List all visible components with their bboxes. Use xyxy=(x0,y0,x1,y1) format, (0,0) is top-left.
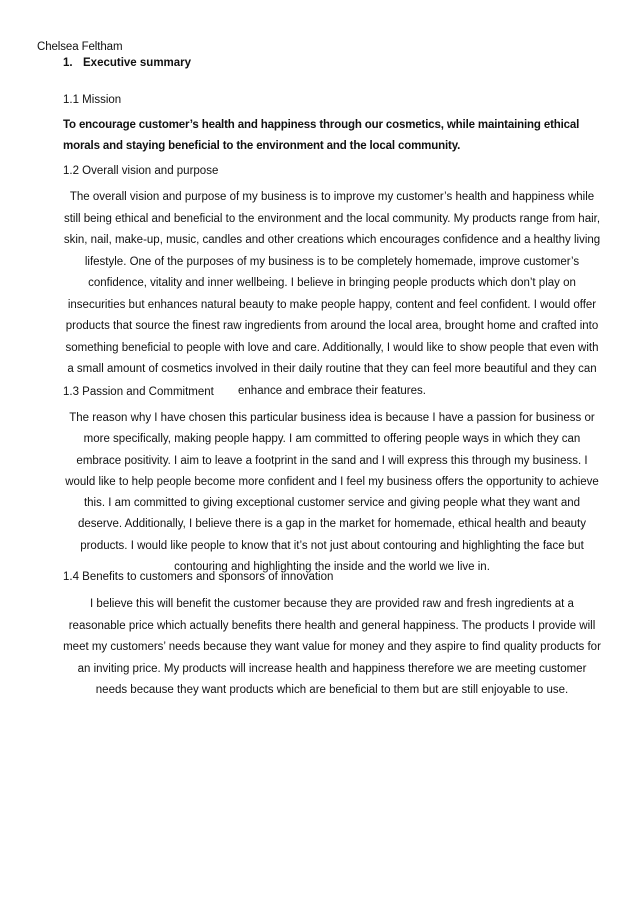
benefits-body xyxy=(63,594,601,702)
section-title: Executive summary xyxy=(83,57,192,69)
mission-body xyxy=(63,115,591,157)
passion-body xyxy=(63,408,601,578)
vision-body xyxy=(63,187,601,402)
mission-heading: 1.1 Mission xyxy=(63,94,122,106)
benefits-section xyxy=(63,567,601,587)
benefits-heading: 1.4 Benefits to customers and sponsors of innovation xyxy=(63,571,334,583)
mission-text: To encourage customer’s health and happiness through our cosmetics, while maintaining ethical morals and staying beneficial to the environment and the local community. xyxy=(63,119,580,152)
passion-section xyxy=(63,382,601,402)
vision-heading: 1.2 Overall vision and purpose xyxy=(63,165,219,177)
passion-text: The reason why I have chosen this particular business idea is because I have a passion for business or more specifically, making people happy. I am committed to offering people ways in which they can embrace positivity. I aim to leave a footprint in the sand and I will express this through my business. I would like to help people become more confident and I feel my business offers the opportunity to achieve this. I am committed to giving exceptional customer service and giving people what they want and deserve. Additionally, I believe there is a gap in the market for homemade, ethical health and beauty products. I would like people to know that it’s not just about contouring and highlighting the face but contouring and highlighting the inside and the world we live in. xyxy=(65,412,599,574)
author-name: Chelsea Feltham xyxy=(37,41,123,53)
vision-text: The overall vision and purpose of my business is to improve my customer’s health and happiness while still being ethical and beneficial to the environment and the local community. My products range from hair, skin, nail, make-up, music, candles and other creations which encourages confidence and a healthy living lifestyle. One of the purposes of my business is to be completely homemade, improve customer’s confidence, vitality and inner wellbeing. I believe in bringing people products which don’t play on insecurities but enhances natural beauty to make people happy, content and feel confident. I would offer products that source the finest raw ingredients from around the local area, brought home and crafted into something beneficial to people with love and care. Additionally, I would like to show people that even with a small amount of cosmetics involved in their daily routine that they can feel more beautiful and they can enhance and embrace their features. xyxy=(63,191,601,397)
mission-section xyxy=(63,90,601,110)
benefits-text: I believe this will benefit the customer because they are provided raw and fresh ingredients at a reasonable price which actually benefits there health and general happiness. The products I provide will meet my customers’ needs because they want value for money and they aspire to find quality products for an inviting price. My products will increase health and happiness therefore we are meeting customer needs because they want products which are beneficial to them but are still enjoyable to use. xyxy=(63,598,601,696)
passion-heading: 1.3 Passion and Commitment xyxy=(63,386,214,398)
vision-section xyxy=(63,161,601,181)
section-heading xyxy=(63,53,601,73)
section-number: 1. xyxy=(63,57,73,69)
